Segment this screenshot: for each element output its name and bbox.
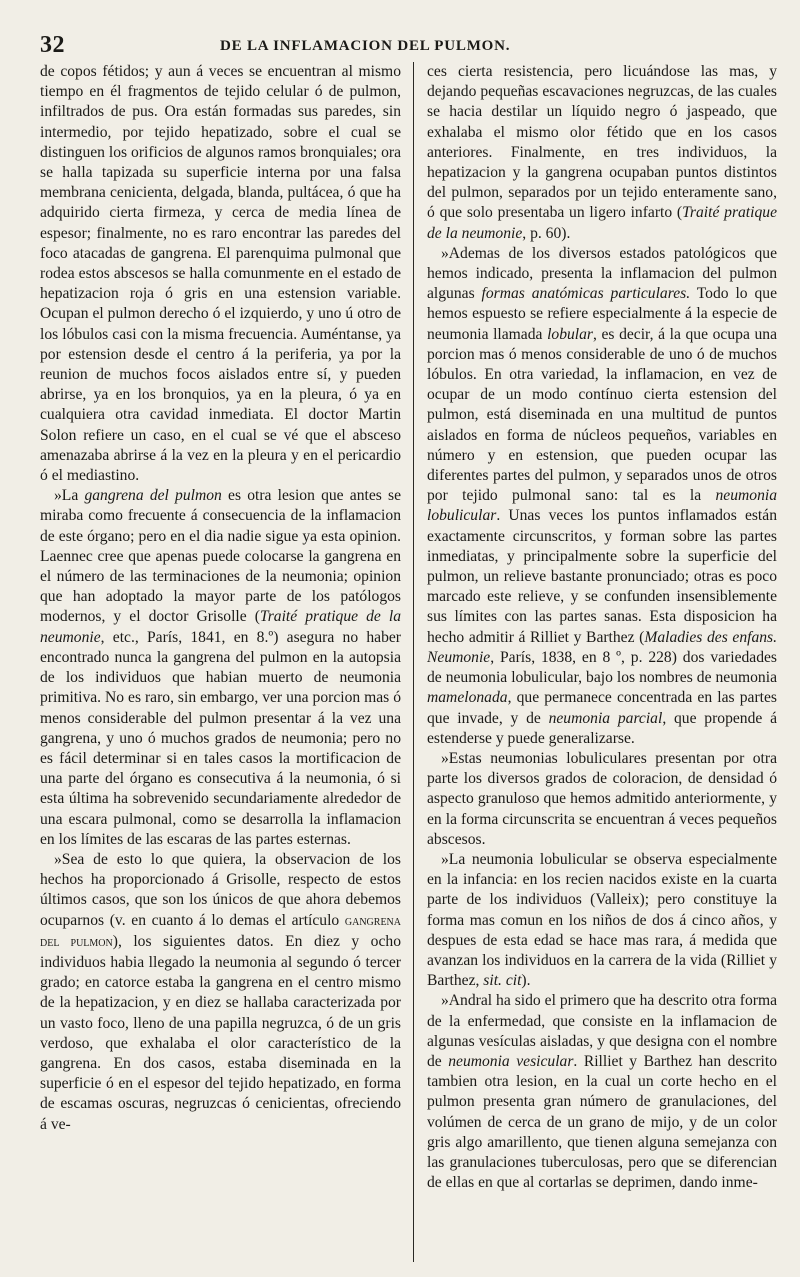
running-title: DE LA INFLAMACION DEL PULMON.: [220, 38, 511, 54]
paragraph-lobulicular-degrees: »Estas neumonias lobuliculares presentan por otra parte los diversos grados de coloracion, de densidad ó aspecto granuloso que hemos admitido anteriormente, y en la forma circunscrita se encuentran á veces pequeños abscesos.: [427, 749, 777, 848]
right-column: [427, 62, 777, 1262]
emphasis-term: gangrena del pulmon: [84, 487, 222, 505]
paragraph-infancy: »La neumonia lobulicular se observa especialmente en la infancia: en los recien nacidos existe en la cuarta parte de los individuos (Valleix); pero constituye la forma mas comun en los niños de dos á cinco años, y despues de esta edad se hace mas rara, á medida que avanzan los individuos en la carrera de la vida (Rilliet y Barthez, sit. cit).: [427, 850, 777, 990]
column-divider: [413, 62, 414, 1262]
citation-abbrev: sit. cit: [483, 972, 522, 990]
emphasis-term: formas anatómicas particulares.: [481, 285, 691, 303]
paragraph-anatomical-forms: »Ademas de los diversos estados patológicos que hemos indicado, presenta la inflamacion del pulmon algunas formas anatómicas particulares. Todo lo que hemos espuesto se refiere especialmente á la especie de neumonia llamada lobular, es decir, á la que ocupa una porcion mas ó menos considerable de uno ó de muchos lóbulos. En otra variedad, la inflamacion, en vez de ocupar de un modo contínuo cierta estension del pulmon, está diseminada en una multitud de puntos aislados en forma de núcleos pequeños, variables en número y en estension, que pueden ocupar las diferentes partes del pulmon, y separados unos de otros por tejido pulmonal sano: tal es la neumonia lobulicular. Unas veces los puntos inflamados están exactamente circunscritos, y forman sobre las partes inmediatas, y principalmente sobre la superficie del pulmon, un relieve bastante pronunciado; otras es poco marcado este relieve, y se confunden insensiblemente sus límites con las partes sanas. Esta disposicion ha hecho admitir á Rilliet y Barthez (Maladies des enfans. Neumonie, París, 1838, en 8 º, p. 228) dos variedades de neumonia lobulicular, bajo los nombres de neumonia mamelonada, que permanece concentrada en las partes que invade, y de neumonia parcial, que propende á estenderse y puede generalizarse.: [427, 244, 777, 747]
emphasis-term: mamelonada: [427, 689, 508, 707]
emphasis-term: neumonia lobulicular: [427, 487, 777, 525]
book-title-citation: Traité pratique de la neumonie: [427, 204, 777, 242]
emphasis-term: lobular: [547, 325, 593, 343]
book-title-citation: Traité pratique de la neumonie: [40, 608, 401, 646]
left-column: [40, 62, 401, 1262]
paragraph-abscess-description: de copos fétidos; y aun á veces se encuentran al mismo tiempo en él fragmentos de tejido celular ó de pulmon, infiltrados de pus. Ora están formadas sus paredes, sin intermedio, por tejido hepatizado, sobre el cual se distinguen los orificios de algunos ramos bronquiales; ora se halla tapizada su superficie interna por una falsa membrana cenicienta, delgada, blanda, pultácea, ó que ha adquirido cierta firmeza, y cerca de media línea de espesor; finalmente, no es raro encontrar las paredes del foco atacadas de gangrena. El parenquima pulmonal que rodea estos abscesos se halla comunmente en el estado de hepatizacion roja ó gris en una estension variable. Ocupan el pulmon derecho ó el izquierdo, y uno ú otro de los lóbulos casi con la misma frecuencia. Auméntanse, ya por estension desde el centro á la periferia, ya por la reunion de muchos focos aislados entre sí, y pueden abrirse, ya en los bronquios, ya en la pleura, ó ya en cualquiera otra cavidad inmediata. El doctor Martin Solon refiere un caso, en el cual se vé que el absceso amenazaba abrirse á la vez en la pleura y en el pericardio ó el mediastino.: [40, 63, 401, 485]
paragraph-vesicular: »Andral ha sido el primero que ha descrito otra forma de la enfermedad, que consiste en la inflamacion de algunas vesículas aisladas, y que designa con el nombre de neumonia vesicular. Rilliet y Barthez han descrito tambien otra lesion, en la cual un corte hecho en el pulmon presenta gran número de granulaciones, del volúmen de cerca de un grano de mijo, y de un color gris algo amarillento, que tienen alguna semejanza con las granulaciones tuberculosas, pero que se diferencian de ellas en que al cortarlas se deprimen, dando inme-: [427, 992, 777, 1192]
emphasis-term: neumonia vesicular: [448, 1052, 574, 1070]
paragraph-continuation: ces cierta resistencia, pero licuándose las mas, y dejando pequeñas escavaciones negruzcas, de las cuales se hacia destilar un líquido negro ó jaspeado, que exhalaba el mismo olor fétido que en los casos anteriores. Finalmente, en tres individuos, la hepatizacion y la gangrena ocupaban puntos distintos del pulmon, separados por un tejido enteramente sano, ó que solo presentaba un ligero infarto (Traité pratique de la neumonie, p. 60).: [427, 63, 777, 242]
cross-reference-article: gangrena del pulmon: [40, 913, 401, 950]
page-header: [40, 30, 770, 58]
emphasis-term: neumonia parcial: [548, 709, 663, 727]
paragraph-gangrene: »La gangrena del pulmon es otra lesion que antes se miraba como frecuente á consecuencia de la inflamacion de este órgano; pero en el dia nadie sigue ya esta opinion. Laennec cree que apenas puede colocarse la gangrena en el número de las terminaciones de la neumonia; opinion que han adoptado la mayor parte de los patólogos modernos, y el doctor Grisolle (Traité pratique de la neumonie, etc., París, 1841, en 8.º) asegura no haber encontrado nunca la gangrena del pulmon en la autopsia de los individuos que habian muerto de neumonia primitiva. No es raro, sin embargo, ver una porcion mas ó menos considerable del pulmon presentar á la vez una gangrena, y uno ó muchos grados de neumonia; pero no es fácil determinar si en tales casos la mortificacion de una parte del órgano es consecutiva á la neumonia, ó si esta última ha sobrevenido secundariamente alrededor de una escara pulmonal, como se desarrolla la inflamacion en los límites de las escaras de las partes esternas.: [40, 487, 401, 848]
page-number: 32: [40, 32, 65, 58]
paragraph-grisolle-observations: »Sea de esto lo que quiera, la observacion de los hechos ha proporcionado á Grisolle, respecto de estos últimos casos, que son los únicos de que ahora debemos ocuparnos (v. en cuanto á lo demas el artículo gangrena del pulmon), los siguientes datos. En diez y ocho individuos habia llegado la neumonia al segundo ó tercer grado; en catorce estaba la gangrena en el centro mismo de la hepatizacion, y en diez se hallaba caracterizada por un vasto foco, lleno de una papilla negruzca, ó de un gris verdoso, que exhalaba el olor característico de la gangrena. En dos casos, estaba diseminada en la superficie ó en el espesor del tejido hepatizado, en forma de escamas oscuras, negruzcas ó cenicientas, ofreciendo á ve-: [40, 850, 401, 1133]
book-title-citation: Maladies des enfans. Neumonie: [427, 628, 777, 666]
